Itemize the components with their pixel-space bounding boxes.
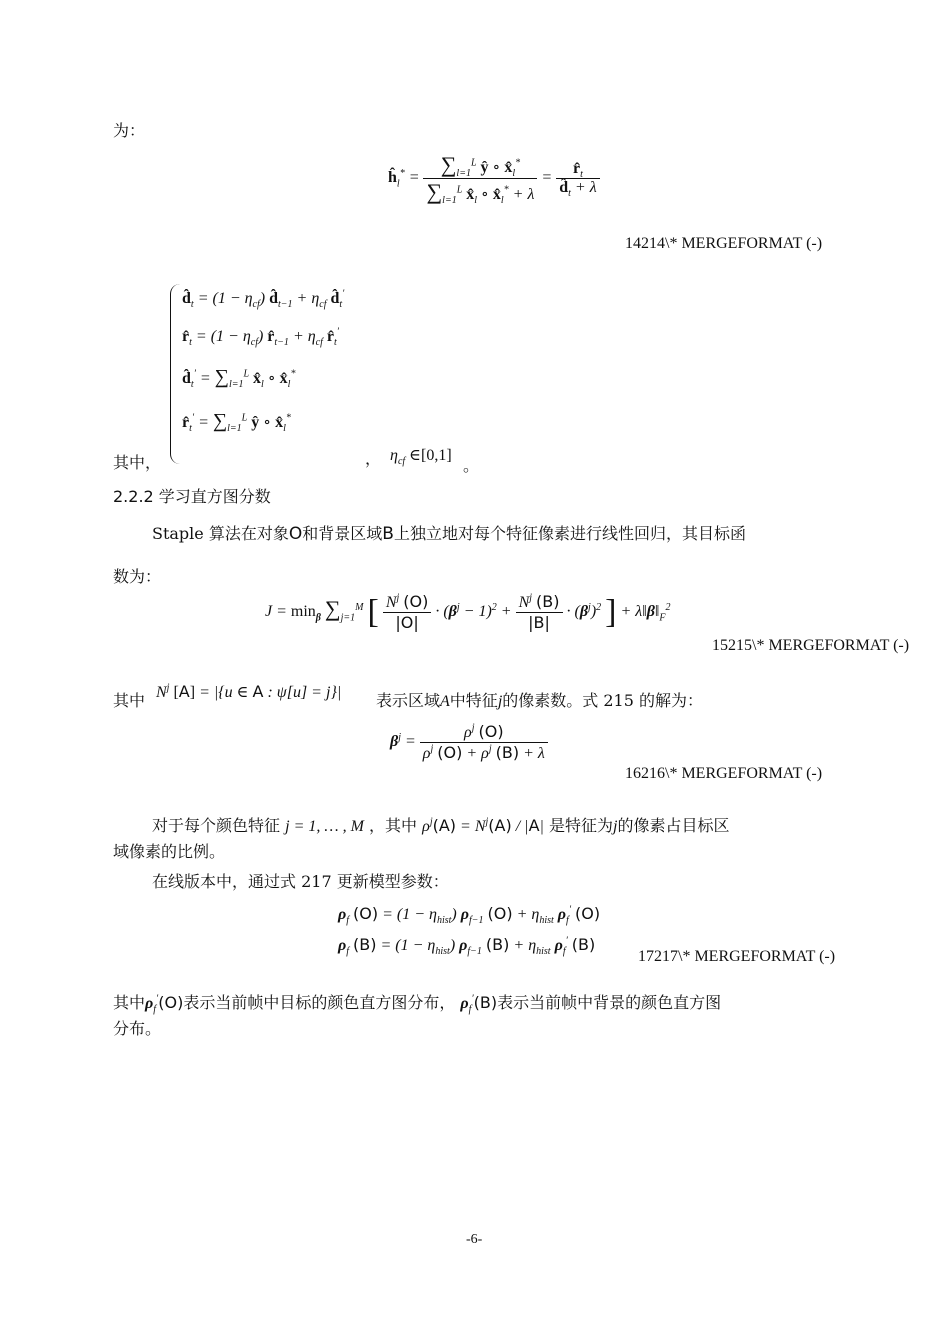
symbol-A: A bbox=[440, 693, 450, 710]
after215-text-b: 中特征 bbox=[449, 691, 498, 710]
paragraph-each-line2: 域像素的比例。 bbox=[113, 842, 226, 861]
eq-line-r: $r̂_t = (1 - \eta_{cf})$ $r̂_{t-1} + \eta_{cf}$ $r̂_t'$ bbox=[182, 326, 339, 349]
text-qizhong-2: 其中 bbox=[113, 691, 146, 710]
after215-text-c: 的像素数。式 215 的解为： bbox=[502, 691, 703, 710]
equation-214: $ĥ_l^*$ = $\frac{\sum_{l=1}^L ŷ \circ x̂_l^*}{\sum_{l=1}^L x̂_l \circ x̂_l^* + \lambda}$ = $\frac{r̂_t}{d̂_t + \lambda}$ bbox=[388, 152, 600, 205]
eq214-fraction-main: $\frac{\sum_{l=1}^L ŷ \circ x̂_l^*}{\sum_{l=1}^L x̂_l \circ x̂_l^* + \lambda}$ bbox=[423, 152, 537, 205]
eta-interval-text: ∈[0,1] bbox=[409, 447, 452, 464]
paragraph-staple-line1 bbox=[152, 523, 746, 545]
equation-system bbox=[182, 286, 344, 436]
paragraph-final-line2: 分布。 bbox=[113, 1019, 162, 1038]
equation-216-number: 16216\* MERGEFORMAT (-) bbox=[625, 765, 823, 782]
eta-interval: $\eta_{cf}$ ∈[0,1] bbox=[390, 447, 452, 468]
equation-rho-A: $\rho^j(A) = N^j(A) / |A|$ bbox=[422, 816, 544, 835]
paragraph-after-215: 表示区域A中特征j的像素数。式 215 的解为： bbox=[376, 691, 703, 710]
eq216-fraction: $\frac{\rho^j (O)}{\rho^j (O) + \rho^j (B) + \lambda}$ bbox=[420, 722, 548, 763]
section-heading: 2.2.2 学习直方图分数 bbox=[113, 487, 271, 506]
eq214-fraction-simplified: $\frac{r̂_t}{d̂_t + \lambda}$ bbox=[556, 160, 599, 197]
symbol-rho-B: $\rho_f'(B)$ bbox=[460, 993, 498, 1016]
eq217-line-O: $\rho_f$ $(O) = (1 - \eta_{hist})$ $\rho_{f-1}$ $(O) + \eta_{hist}$ $\rho_f'$ (O) bbox=[338, 904, 601, 927]
equation-217 bbox=[338, 899, 600, 961]
eq-line-d-prime: $d̂_t' = \sum_{l=1}^L$ $x̂_l$ ∘ $x̂_l^*$ bbox=[182, 366, 296, 391]
final-text-a: 表示当前帧中目标的颜色直方图分布， bbox=[183, 993, 456, 1012]
staple-text-c: 上独立地对每个特征像素进行线性回归，其目标函 bbox=[393, 524, 746, 543]
symbol-B: B bbox=[382, 524, 394, 544]
final-qizhong: 其中 bbox=[113, 993, 146, 1012]
symbol-O: O bbox=[288, 524, 303, 544]
paragraph-each-line1: 对于每个颜色特征 j = 1, … , M ，其中 $\rho^j(A) = N^j(A) / |A|$ 是特征为j的像素占目标区 bbox=[152, 816, 730, 835]
equation-Nj-A: $N^j$ [A] = |{u ∈ A : ψ[u] = j}| bbox=[156, 682, 342, 701]
eq217-line-B: $\rho_f$ $(B) = (1 - \eta_{hist})$ $\rho_{f-1}$ $(B) + \eta_{hist}$ $\rho_f'$ (B) bbox=[338, 935, 596, 958]
equation-217-number: 17217\* MERGEFORMAT (-) bbox=[638, 948, 836, 965]
equation-j-range: j = 1, … , M bbox=[285, 818, 364, 835]
text-wei: 为： bbox=[113, 121, 146, 140]
paragraph-online: 在线版本中，通过式 217 更新模型参数： bbox=[152, 872, 449, 891]
eq-line-d: $d̂_t = (1 - \eta_{cf})$ $d̂_{t-1} + \eta_{cf}$ $d̂_t'$ bbox=[182, 288, 345, 311]
paragraph-staple-line2: 数为： bbox=[113, 567, 162, 586]
staple-text-b: 和背景区域 bbox=[302, 524, 383, 543]
equation-214-number: 14214\* MERGEFORMAT (-) bbox=[625, 235, 823, 252]
after215-text-a: 表示区域 bbox=[376, 691, 441, 710]
paragraph-final-line1 bbox=[113, 992, 721, 1015]
staple-text-a: Staple 算法在对象 bbox=[152, 524, 289, 543]
equation-216: $\beta^j$ = $\frac{\rho^j (O)}{\rho^j (O) + \rho^j (B) + \lambda}$ bbox=[390, 722, 548, 763]
equation-215-number: 15215\* MERGEFORMAT (-) bbox=[712, 637, 910, 654]
text-period-1: 。 bbox=[463, 456, 480, 475]
eq215-fraction-O: $\frac{N^j (O)}{|O|}$ bbox=[383, 592, 432, 633]
each-text-b: ，其中 bbox=[369, 816, 418, 835]
each-text-d: 的像素占目标区 bbox=[617, 816, 730, 835]
eq215-fraction-B: $\frac{N^j (B)}{|B|}$ bbox=[516, 592, 563, 633]
equation-215: $J = \min_\beta \sum_{j=1}^M$ [ $\frac{N^j (O)}{|O|}$ · $(\beta^j - 1)^2$ + $\frac{N^j (B)}{|B|}$ · $(\beta^j)^2$ ] + $\lambda‖\beta‖_F^2$ bbox=[265, 592, 671, 632]
eq-line-r-prime: $r̂_t' = \sum_{l=1}^L$ ŷ ∘ $x̂_l^*$ bbox=[182, 410, 291, 435]
page-number: -6- bbox=[466, 1232, 483, 1247]
final-text-b: 表示当前帧中背景的颜色直方图 bbox=[497, 993, 722, 1012]
text-comma: ， bbox=[365, 449, 382, 468]
text-qizhong-1: 其中， bbox=[113, 453, 162, 472]
symbol-rho-O: $\rho_f'(O)$ bbox=[145, 993, 184, 1016]
each-text-c: 是特征为 bbox=[549, 816, 614, 835]
each-text-a: 对于每个颜色特征 bbox=[152, 816, 281, 835]
